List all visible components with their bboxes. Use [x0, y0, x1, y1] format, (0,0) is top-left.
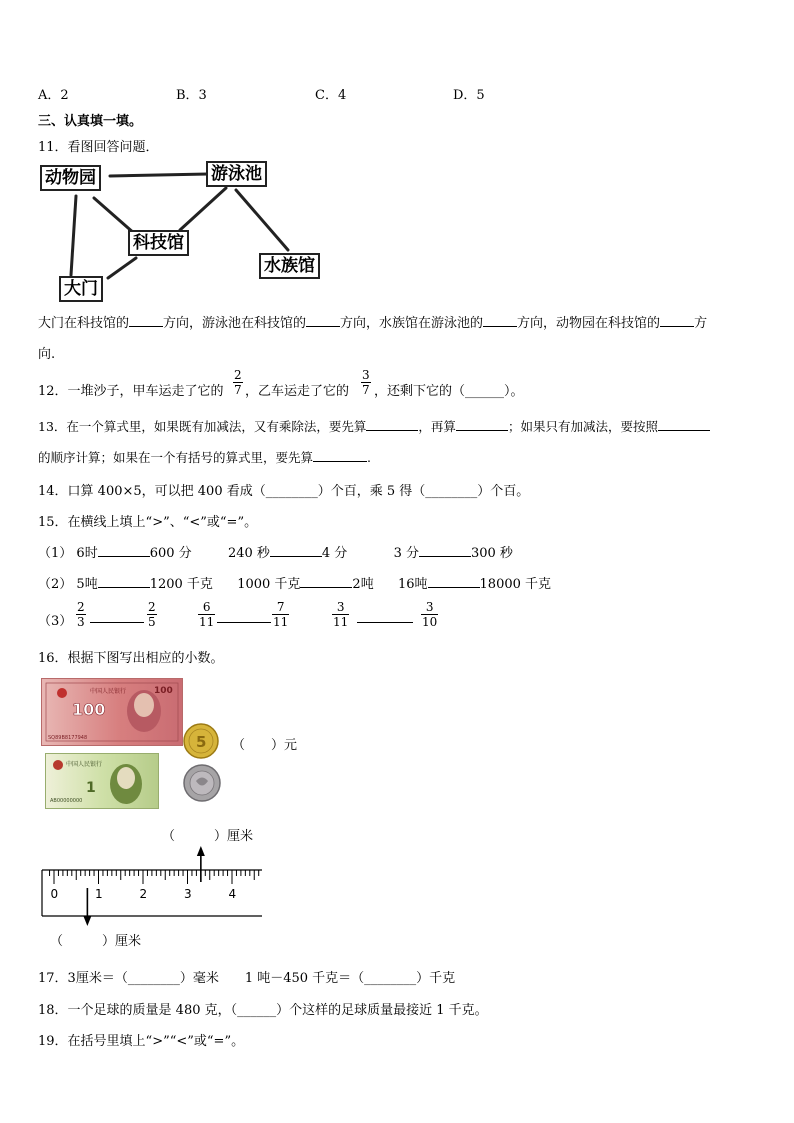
ruler-label: 1 — [95, 887, 103, 901]
svg-text:中国人民银行: 中国人民银行 — [90, 688, 127, 695]
q11-answer-line1 — [38, 312, 707, 331]
answer-blank[interactable] — [456, 430, 508, 431]
fraction-numerator: 2 — [77, 600, 85, 614]
answer-blank[interactable] — [129, 326, 163, 327]
fraction-denominator: 7 — [234, 383, 242, 397]
answer-blank[interactable] — [217, 622, 271, 623]
svg-text:SQ89B8177948: SQ89B8177948 — [48, 735, 88, 741]
q11-text-2: 方向，游泳池在科技馆的 — [163, 316, 307, 331]
q15-frac-b2 — [272, 600, 289, 629]
fraction-numerator: 6 — [202, 600, 211, 614]
q12-middle: ，乙车运走了它的 — [245, 384, 350, 399]
q12-prefix: 12．一堆沙子，甲车运走了它的 — [38, 384, 224, 399]
q12-fraction-2 — [361, 368, 371, 397]
road-museum-pool — [180, 188, 226, 230]
compare-right: 1200 千克 — [149, 577, 213, 592]
q11-text-5: 方 — [694, 316, 708, 331]
ruler-label: 4 — [228, 887, 237, 901]
answer-blank[interactable] — [419, 556, 471, 557]
banknote-1 — [45, 753, 159, 809]
answer-blank[interactable] — [428, 587, 480, 588]
compare-right: 2吨 — [352, 577, 374, 592]
compare-right: 4 分 — [321, 546, 348, 561]
answer-blank[interactable] — [313, 461, 367, 462]
label-aquarium: 水族馆 — [259, 253, 320, 279]
answer-blank[interactable] — [98, 587, 150, 588]
fraction-denominator: 3 — [77, 615, 85, 629]
fraction-numerator: 3 — [425, 600, 434, 614]
q15-frac-c1 — [332, 600, 349, 629]
answer-blank[interactable] — [300, 587, 352, 588]
q11-answer-line2: 向. — [38, 347, 56, 362]
ruler-label: 2 — [139, 887, 148, 901]
q18-text: 18．一个足球的质量是 480 克，（______）个这样的足球质量最接近 1 千克。 — [38, 1003, 488, 1018]
q17-text: 17．3厘米＝（________）毫米 1 吨－450 千克＝（________）千克 — [38, 971, 456, 986]
answer-blank[interactable] — [98, 556, 150, 557]
label-gate: 大门 — [59, 276, 103, 302]
q19-text: 19．在括号里填上“>”“<”或“=”。 — [38, 1034, 245, 1049]
q12-fraction-1 — [233, 368, 243, 397]
q11-text-4: 方向，动物园在科技馆的 — [517, 316, 661, 331]
label-zoo: 动物园 — [40, 165, 101, 191]
fraction-numerator: 2 — [234, 368, 242, 382]
compare-left: 3 分 — [393, 546, 419, 561]
q13-text-3: ；如果只有加减法，要按照 — [507, 419, 658, 434]
q12-suffix: ，还剩下它的（______）。 — [374, 384, 524, 399]
road-zoo-gate — [71, 196, 76, 275]
q15-row1 — [38, 542, 513, 561]
q15-frac-b1 — [198, 600, 215, 629]
label-pool: 游泳池 — [206, 161, 267, 187]
compare-left: 5吨 — [76, 577, 98, 592]
q13-text-2: ，再算 — [418, 419, 456, 434]
answer-blank[interactable] — [270, 556, 322, 557]
banknote-100 — [41, 678, 183, 746]
coin-gold — [183, 723, 219, 759]
q13-line1 — [38, 417, 710, 435]
q16-title: 16．根据下图写出相应的小数。 — [38, 651, 224, 666]
note-value-1: 1 — [86, 780, 96, 796]
arrow-down-icon — [83, 916, 91, 926]
q13-text-5: . — [367, 450, 371, 465]
q13-line2 — [38, 448, 371, 466]
ruler-label: 0 — [50, 887, 59, 901]
arrow-up-icon — [197, 846, 205, 856]
fraction-denominator: 11 — [333, 615, 349, 629]
q15-frac-a2 — [147, 600, 157, 629]
q11-text-1: 大门在科技馆的 — [38, 316, 130, 331]
compare-right: 600 分 — [149, 546, 192, 561]
road-zoo-pool — [110, 174, 208, 176]
coin-silver — [183, 764, 221, 802]
q11-text-3: 方向，水族馆在游泳池的 — [340, 316, 484, 331]
fraction-numerator: 3 — [362, 368, 370, 382]
label-museum: 科技馆 — [128, 230, 189, 256]
q15-row2 — [38, 573, 551, 592]
ruler-top-answer[interactable]: （ ）厘米 — [162, 829, 254, 844]
svg-text:100: 100 — [154, 686, 173, 696]
svg-text:中国人民银行: 中国人民银行 — [66, 761, 103, 768]
q15-frac-a1 — [76, 600, 86, 629]
compare-left: 6时 — [76, 546, 98, 561]
row-label: （1） — [38, 546, 73, 561]
road-zoo-museum — [94, 198, 135, 234]
fraction-numerator: 2 — [148, 600, 156, 614]
q14-text: 14．口算 400×5，可以把 400 看成（________）个百，乘 5 得（________）个百。 — [38, 484, 530, 499]
compare-right: 18000 千克 — [479, 577, 552, 592]
fraction-denominator: 11 — [199, 615, 215, 629]
section-title: 三、认真填一填。 — [38, 114, 143, 129]
q11-title: 11．看图回答问题． — [38, 140, 159, 155]
q15-row3-label: （3） — [38, 614, 73, 629]
row-label: （2） — [38, 577, 73, 592]
answer-blank[interactable] — [306, 326, 340, 327]
answer-blank[interactable] — [658, 430, 710, 431]
answer-blank[interactable] — [357, 622, 413, 623]
ruler-bottom-answer[interactable]: （ ）厘米 — [50, 934, 142, 949]
q13-text-1: 13．在一个算式里，如果既有加减法，又有乘除法，要先算 — [38, 419, 367, 434]
q15-title: 15．在横线上填上“>”、“<”或“=”。 — [38, 515, 258, 530]
coin-value: 5 — [196, 733, 207, 751]
compare-left: 240 秒 — [227, 546, 270, 561]
answer-blank[interactable] — [366, 430, 418, 431]
q15-frac-c2 — [421, 600, 438, 629]
compare-right: 300 秒 — [470, 546, 513, 561]
compare-left: 1000 千克 — [237, 577, 301, 592]
fraction-denominator: 10 — [422, 615, 438, 629]
compare-left: 16吨 — [397, 577, 428, 592]
road-pool-aquarium — [236, 190, 288, 250]
money-answer[interactable]: （ ）元 — [232, 738, 298, 753]
ruler-label: 3 — [184, 887, 192, 901]
ruler — [38, 842, 268, 928]
svg-text:AB00000000: AB00000000 — [50, 798, 83, 804]
fraction-denominator: 5 — [148, 615, 156, 629]
road-gate-museum — [108, 258, 136, 278]
answer-blank[interactable] — [90, 622, 144, 623]
note-value-100: 100 — [72, 700, 106, 719]
fraction-denominator: 11 — [273, 615, 289, 629]
answer-blank[interactable] — [483, 326, 517, 327]
option-a: A．2 — [38, 88, 69, 103]
option-d: D．5 — [453, 88, 485, 103]
fraction-numerator: 3 — [336, 600, 345, 614]
fraction-numerator: 7 — [276, 600, 285, 614]
answer-blank[interactable] — [660, 326, 694, 327]
q13-text-4: 的顺序计算；如果在一个有括号的算式里，要先算 — [38, 450, 314, 465]
option-b: B．3 — [176, 88, 207, 103]
option-c: C．4 — [315, 88, 347, 103]
fraction-denominator: 7 — [362, 383, 370, 397]
